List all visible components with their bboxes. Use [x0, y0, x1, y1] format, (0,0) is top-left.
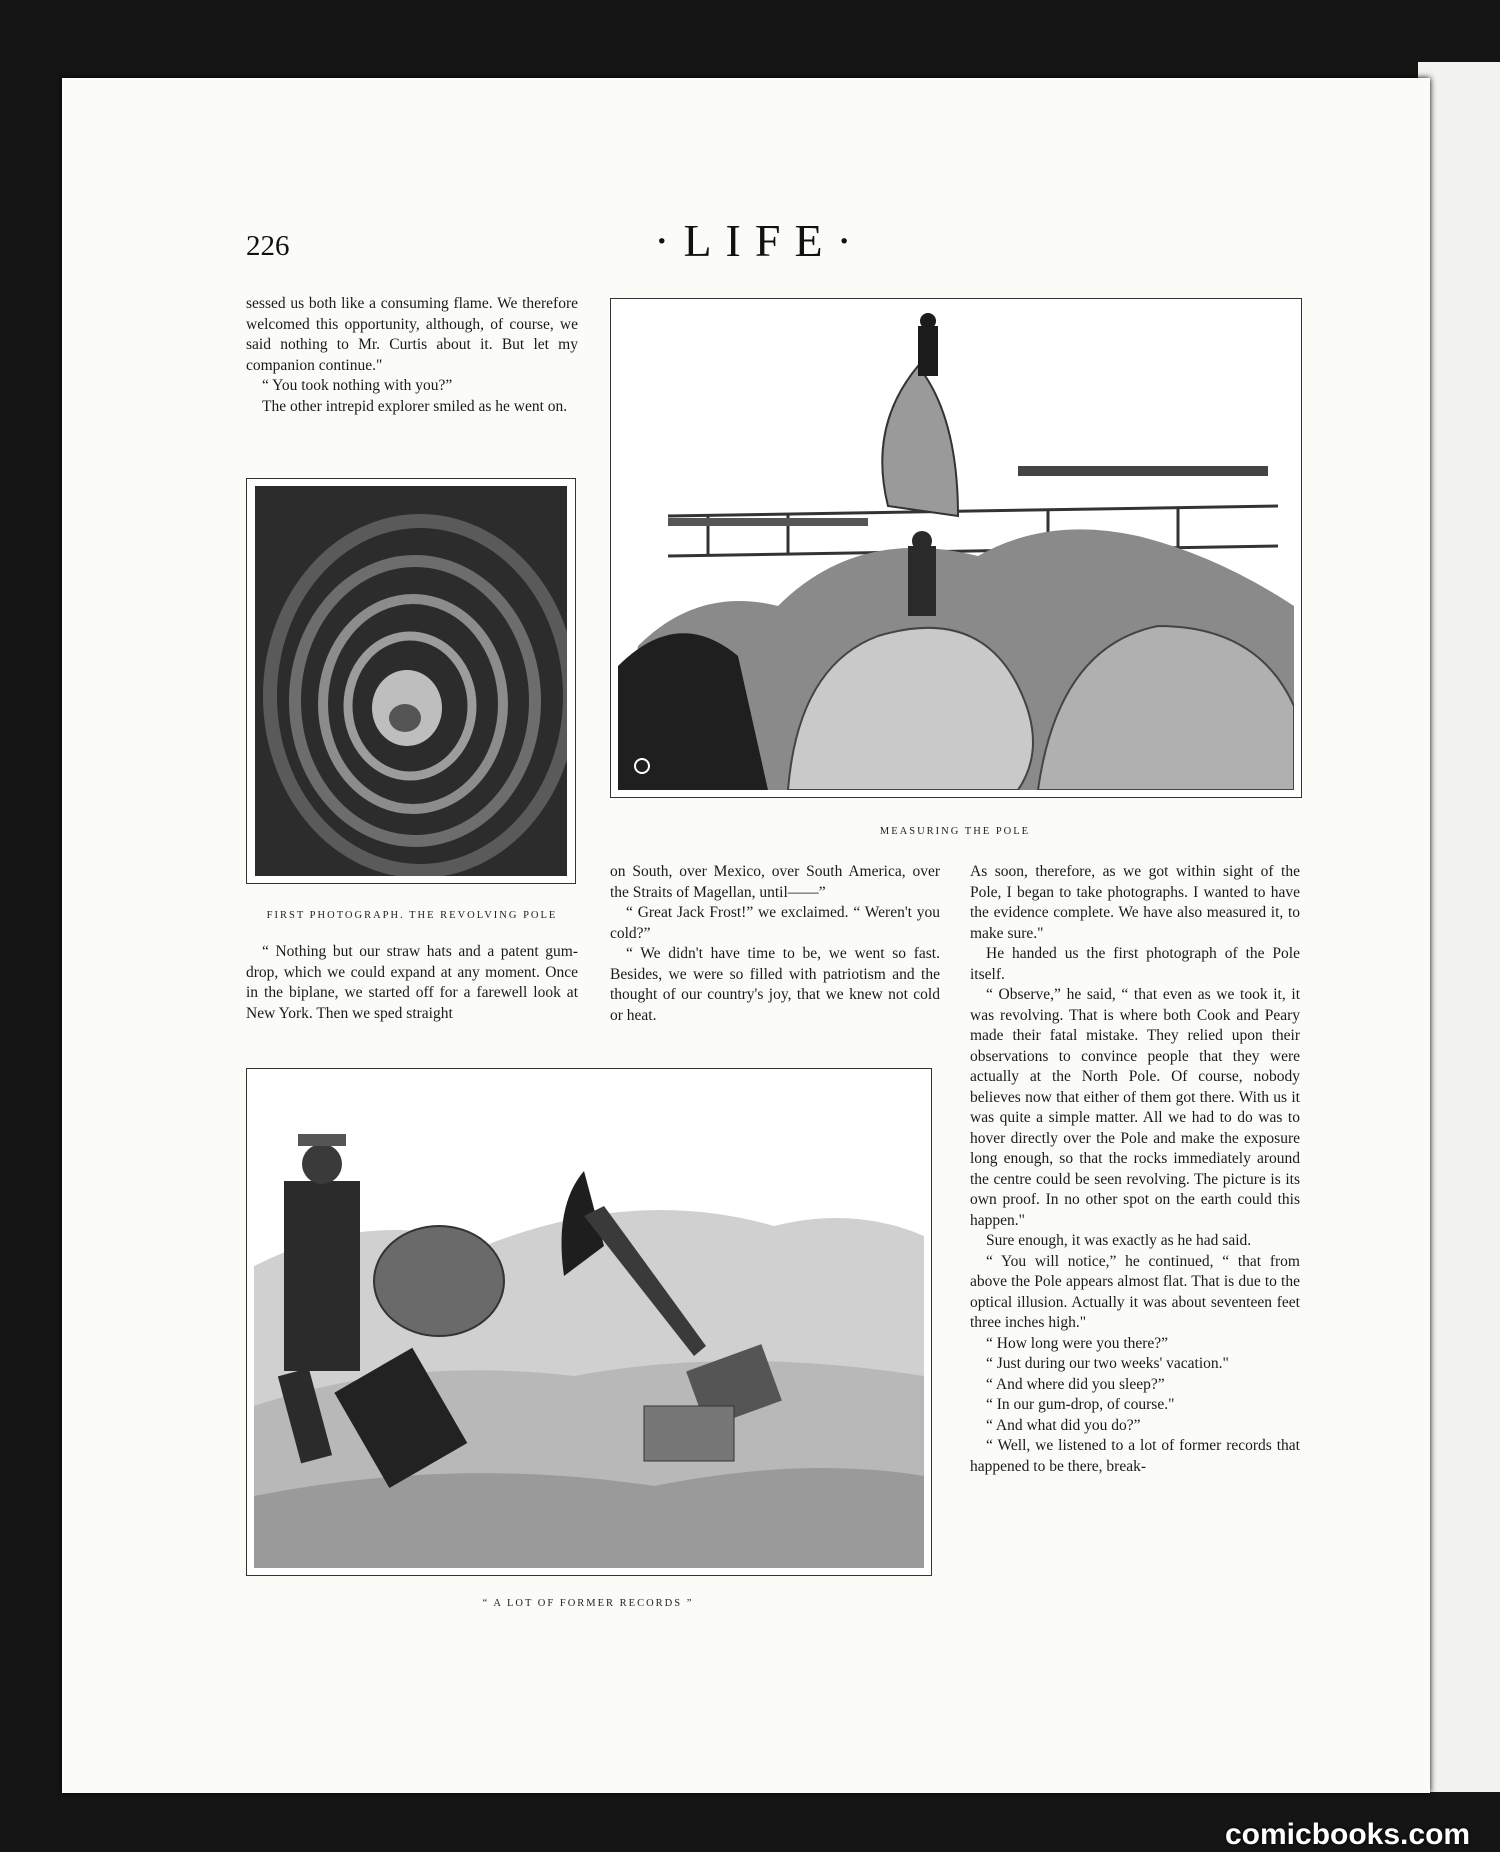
swirl-illustration	[255, 486, 567, 876]
paragraph: “ How long were you there?”	[986, 1334, 1169, 1352]
paragraph: As soon, therefore, as we got within sight of the Pole, I began to take photographs. I wanted to have the evidence complete. We have also measured it, to make sure."	[970, 863, 1300, 942]
paragraph: He handed us the first photograph of the Pole itself.	[970, 945, 1300, 983]
paragraph: “ In our gum-drop, of course."	[986, 1396, 1175, 1413]
measuring-pole-photo	[618, 306, 1294, 790]
caption-former-records: “ A LOT OF FORMER RECORDS ”	[482, 1598, 694, 1609]
paragraph: “ You will notice,” he continued, “ that from above the Pole appears almost flat. That is due to the optical illusion. Actually it was about seventeen feet three inches high."	[970, 1252, 1300, 1331]
paragraph: on South, over Mexico, over South America, over the Straits of Magellan, until——”	[610, 863, 940, 901]
masthead-title: ·LIFE·	[654, 215, 866, 266]
paragraph: “ And what did you do?”	[986, 1416, 1141, 1434]
paragraph: “ Well, we listened to a lot of former records that happened to be there, break-	[970, 1437, 1300, 1475]
paragraph: “ We didn't have time to be, we went so fast. Besides, we were so filled with patriotism and the thought of our country's joy, that we knew not cold or heat.	[610, 945, 940, 1024]
caption-revolving-pole: FIRST PHOTOGRAPH. THE REVOLVING POLE	[266, 910, 558, 921]
caption-measuring-pole: MEASURING THE POLE	[879, 826, 1031, 837]
facing-page-edge	[1418, 62, 1500, 1792]
revolving-pole-photo	[255, 486, 567, 876]
paragraph: Sure enough, it was exactly as he had said.	[986, 1232, 1252, 1249]
figure-former-records	[246, 1068, 932, 1576]
paragraph: “ Observe,” he said, “ that even as we took it, it was revolving. That is where both Cook and Peary made their fatal mistake. They relied upon their observations to convince people that they were actually at the North Pole. Of course, nobody believes now that either of them got there. With us it was quite a simple matter. All we had to do was to hover directly over the Pole and make the exposure long enough, so that the rocks immediately around the centre could be seen revolving. The picture is its own proof. In no other spot on the earth could this happen."	[970, 986, 1300, 1229]
paragraph: “ Just during our two weeks' vacation."	[986, 1355, 1229, 1372]
paragraph: “ And where did you sleep?”	[986, 1375, 1165, 1393]
column-3	[970, 862, 1300, 1477]
page-number: 226	[246, 230, 290, 262]
paragraph: sessed us both like a consuming flame. We therefore welcomed this opportunity, although, of course, we said nothing to Mr. Curtis about it. But let my companion continue."	[246, 295, 578, 374]
column-2	[610, 862, 940, 1026]
gramophone-illustration	[254, 1076, 924, 1568]
watermark: comicbooks.com	[1225, 1818, 1471, 1851]
rocks-biplane-illustration	[618, 306, 1294, 790]
figure-revolving-pole	[246, 478, 576, 884]
paragraph: “ Great Jack Frost!” we exclaimed. “ Weren't you cold?”	[610, 904, 940, 942]
column-1-bottom	[246, 942, 578, 1024]
former-records-photo	[254, 1076, 924, 1568]
paragraph: “ You took nothing with you?”	[262, 377, 453, 394]
paragraph: The other intrepid explorer smiled as he went on.	[262, 397, 568, 415]
figure-measuring-pole	[610, 298, 1302, 798]
column-1-top	[246, 294, 578, 417]
paragraph: “ Nothing but our straw hats and a patent gum-drop, which we could expand at any moment. Once in the biplane, we started off for a farewell look at New York. Then we sped straight	[246, 943, 578, 1022]
